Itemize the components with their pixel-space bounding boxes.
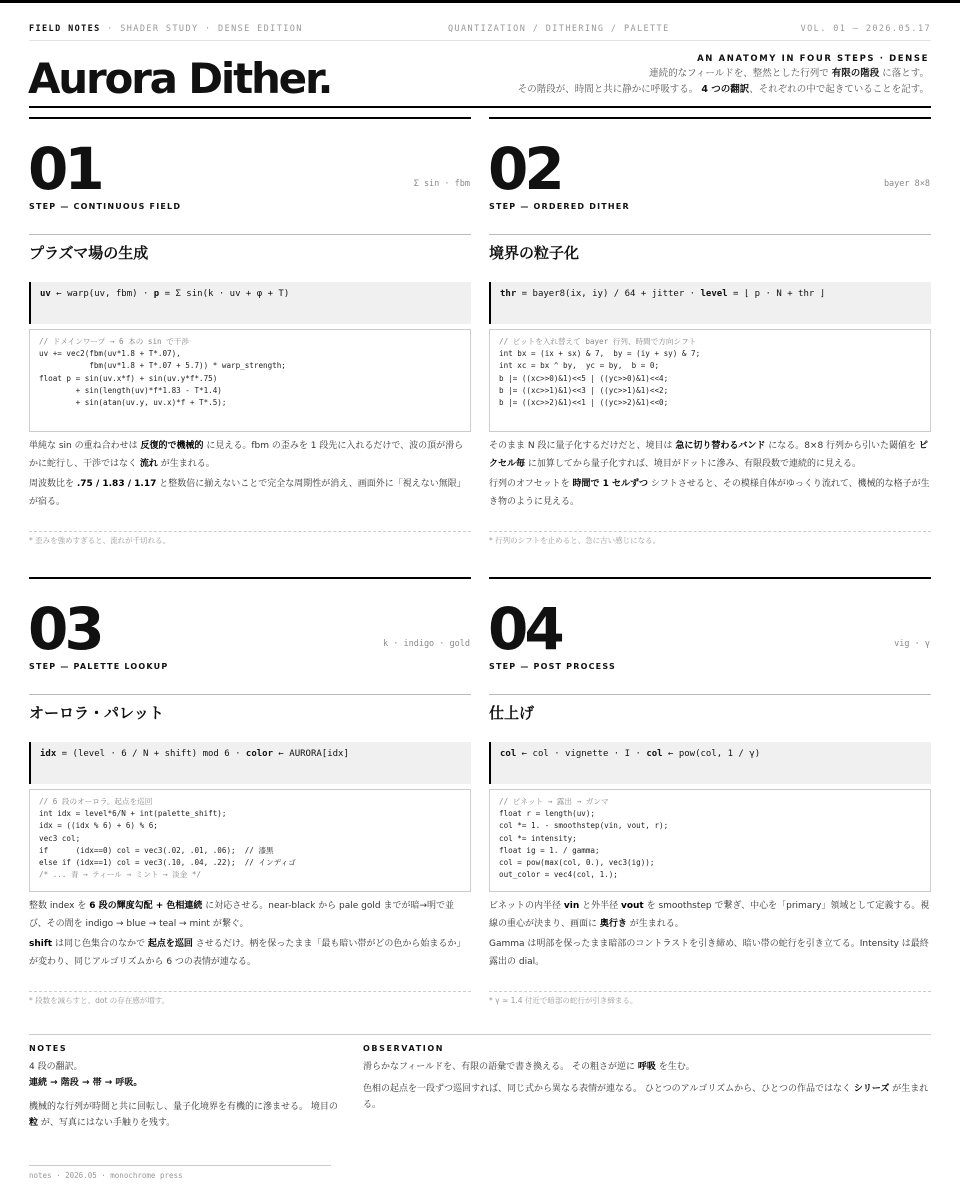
code-tail-comment: /* ... 青 → ティール → ミント → 淡金 */ <box>39 870 202 880</box>
intro-line-2: その階段が、時間と共に静かに呼吸する。 4 つの翻訳、それぞれの中で起きていることを記す。 <box>517 84 929 95</box>
volume-label: VOL. 01 — 2026.05.17 <box>800 24 931 34</box>
topic-label: QUANTIZATION / DITHERING / PALETTE <box>448 24 670 34</box>
observation-paragraph-1: 滑らかなフィールドを、有限の語彙で書き換える。 その粗さが逆に 呼吸 を生む。 <box>363 1062 695 1072</box>
step-dashed-rule <box>29 991 471 992</box>
step-note: * 行列のシフトを止めると、急に古い感じになる。 <box>489 536 661 545</box>
step-paragraph-1: 単純な sin の重ね合わせは 反復的で機械的 に見える。fbm の歪みを 1 段先に入れるだけで、波の頂が滑らかに蛇行し、干渉ではなく 流れ が生まれる。 <box>29 441 464 469</box>
footer-divider <box>29 1165 331 1166</box>
observation-heading: OBSERVATION <box>363 1044 445 1053</box>
step-number: 01 <box>28 135 101 203</box>
code-block <box>489 789 931 892</box>
step-tag: k · indigo · gold <box>383 639 470 649</box>
step-heading: オーロラ・パレット <box>29 704 164 722</box>
code-comment: // ドメインワープ → 6 本の sin で干渉 <box>39 337 189 346</box>
intro-block <box>518 52 929 98</box>
step-formula: col ← col · vignette · I · col ← pow(col, 1 / γ) <box>489 742 931 784</box>
code-comment: // ビネット → 露出 → ガンマ <box>499 797 609 806</box>
step-heading: 仕上げ <box>489 704 535 722</box>
code-block <box>29 789 471 892</box>
step-formula: uv ← warp(uv, fbm) · p = Σ sin(k · uv + φ + T) <box>29 282 471 324</box>
step-dashed-rule <box>489 531 931 532</box>
brand-label: FIELD NOTES <box>29 24 101 34</box>
top-border <box>0 0 960 3</box>
step-top-rule <box>29 117 471 119</box>
step-paragraph-2: 行列のオフセットを 時間で 1 セルずつ シフトさせると、その模様自体がゆっくり流れて、機械的な格子が生き物のように見える。 <box>489 479 930 507</box>
step-paragraph-2: shift は同じ色集合のなかで 起点を巡回 させるだけ。柄を保ったまま「最も暗い帯がどの色から始まるか」が変わり、同じアルゴリズムから 6 つの表情が連なる。 <box>29 939 466 967</box>
step-label: STEP — CONTINUOUS FIELD <box>29 202 182 211</box>
step-label: STEP — POST PROCESS <box>489 662 616 671</box>
step-heading: プラズマ場の生成 <box>29 244 149 262</box>
intro-line-1: 連続的なフィールドを、整然とした行列で 有限の階段 に落とす。 <box>649 68 929 79</box>
step-tag: Σ sin · fbm <box>413 179 470 189</box>
step-tag: vig · γ <box>894 639 930 649</box>
notes-heading: NOTES <box>29 1044 68 1053</box>
step-note: * 歪みを強めすぎると、流れが千切れる。 <box>29 536 171 545</box>
observation-paragraph-2: 色相の起点を一段ずつ巡回すれば、同じ式から異なる表情が連なる。 ひとつのアルゴリズムから、ひとつの作品ではなく シリーズ が生まれる。 <box>363 1084 929 1110</box>
page-title: Aurora Dither. <box>28 54 332 103</box>
step-number: 04 <box>488 595 561 663</box>
step-paragraph-2: 周波数比を .75 / 1.83 / 1.17 と整数倍に揃えないことで完全な周期性が消え、画面外に「視えない無限」が宿る。 <box>29 479 466 507</box>
meta-left: FIELD NOTES · SHADER STUDY · DENSE EDITION <box>29 24 303 34</box>
step-heading: 境界の粒子化 <box>489 244 580 262</box>
step-mid-rule <box>29 234 471 235</box>
step-note: * γ ≈ 1.4 付近で暗部の蛇行が引き締まる。 <box>489 996 638 1005</box>
step-number: 03 <box>28 595 101 663</box>
step-label: STEP — PALETTE LOOKUP <box>29 662 169 671</box>
meta-bar <box>29 24 931 36</box>
step-formula: idx = (level · 6 / N + shift) mod 6 · color ← AURORA[idx] <box>29 742 471 784</box>
code-body: float r = length(uv); col *= 1. - smoothstep(vin, vout, r); col *= intensity; float ig = 1. / gamma; col = pow(max(col, 0.), vec3(ig)); out_color = vec4(col, 1.); <box>499 809 669 880</box>
step-label: STEP — ORDERED DITHER <box>489 202 630 211</box>
code-body: int idx = level*6/N + int(palette_shift); idx = ((idx % 6) + 6) % 6; vec3 col; if (idx==0) col = vec3(.02, .01, .06); // 漆黒 else if (idx==1) col = vec3(.10, .04, .22); // インディゴ <box>39 809 296 868</box>
step-top-rule <box>489 117 931 119</box>
notes-line-2: 連続 → 階段 → 帯 → 呼吸。 <box>29 1078 143 1088</box>
code-body: uv += vec2(fbm(uv*1.8 + T*.07), fbm(uv*1.8 + T*.07 + 5.7)) * warp_strength; float p = sin(uv.x*f) + sin(uv.y*f*.75) + sin(length(uv)*f*1.83 - T*1.4) + sin(atan(uv.y, uv.x)*f + T*.5); <box>39 349 286 408</box>
notes-paragraph: 機械的な行列が時間と共に回転し、量子化境界を有機的に滲ませる。 境目の 粒 が、写真にはない手触りを残す。 <box>29 1102 338 1128</box>
step-paragraph-2: Gamma は明部を保ったまま暗部のコントラストを引き締め、暗い帯の蛇行を引き立てる。Intensity は最終露出の dial。 <box>489 939 929 967</box>
step-paragraph-1: 整数 index を 6 段の輝度勾配 + 色相連続 に対応させる。near-black から pale gold までが暗→明で並び、その間を indigo → blue → teal → mint が繋ぐ。 <box>29 901 454 929</box>
step-number: 02 <box>488 135 561 203</box>
step-formula: thr = bayer8(ix, iy) / 64 + jitter · level = ⌊ p · N + thr ⌋ <box>489 282 931 324</box>
edition-label: DENSE EDITION <box>218 24 303 34</box>
step-mid-rule <box>489 694 931 695</box>
header-divider <box>29 106 931 108</box>
code-block <box>489 329 931 432</box>
step-dashed-rule <box>29 531 471 532</box>
notes-line-1: 4 段の翻訳。 <box>29 1062 83 1072</box>
notes-section <box>29 1043 339 1131</box>
footer-text: notes · 2026.05 · monochrome press <box>29 1171 183 1180</box>
step-mid-rule <box>489 234 931 235</box>
code-comment: // ビットを入れ替えて bayer 行列、時間で方向シフト <box>499 337 697 346</box>
intro-kicker: AN ANATOMY IN FOUR STEPS · DENSE <box>697 54 929 64</box>
meta-divider <box>29 40 931 41</box>
step-paragraph-1: ビネットの内半径 vin と外半径 vout を smoothstep で繋ぎ、中心を「primary」領域として定義する。視線の重心が決まり、画面に 奥行き が生まれる。 <box>489 901 930 929</box>
step-tag: bayer 8×8 <box>883 179 930 189</box>
bottom-divider <box>29 1034 931 1035</box>
step-top-rule <box>489 577 931 579</box>
series-label: SHADER STUDY <box>120 24 199 34</box>
step-mid-rule <box>29 694 471 695</box>
step-note: * 段数を減らすと、dot の存在感が増す。 <box>29 996 170 1005</box>
step-dashed-rule <box>489 991 931 992</box>
code-comment: // 6 段のオーロラ。起点を巡回 <box>39 797 153 806</box>
code-block <box>29 329 471 432</box>
step-top-rule <box>29 577 471 579</box>
step-paragraph-1: そのまま N 段に量子化するだけだと、境目は 急に切り替わるバンド になる。8×8 行列から引いた閾値を ピクセル毎 に加算してから量子化すれば、境目がドットに滲み、有限段数で連続的に見える。 <box>489 441 928 469</box>
code-body: int bx = (ix + sx) & 7, by = (iy + sy) & 7; int xc = bx ^ by, yc = by, b = 0; b |= ((xc>>0)&1)<<5 | ((yc>>0)&1)<<4; b |= ((xc>>1)&1)<<3 | ((yc>>1)&1)<<2; b |= ((xc>>2)&1)<<1 | ((yc>>2)&1)<<0; <box>499 349 701 408</box>
observation-section <box>363 1043 931 1113</box>
